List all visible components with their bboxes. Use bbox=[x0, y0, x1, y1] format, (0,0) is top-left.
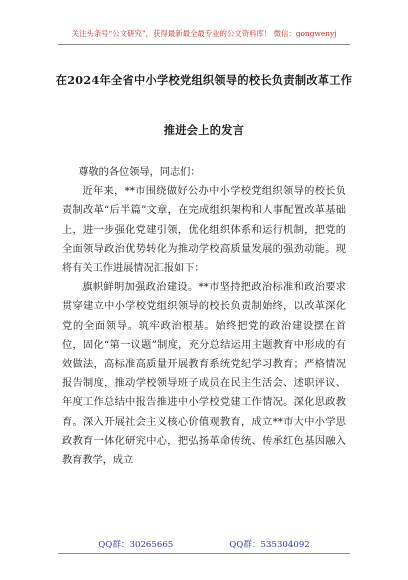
header-divider bbox=[58, 44, 350, 45]
document-title-line-2: 推进会上的发言 bbox=[163, 123, 245, 137]
document-body bbox=[62, 163, 346, 470]
salutation: 尊敬的各位领导，同志们： bbox=[78, 167, 201, 178]
footer-qq-group-1: QQ群：30265665 bbox=[98, 540, 174, 550]
body-paragraph-2: 旗帜鲜明加强政治建设。**市坚持把政治标准和政治要求贯穿建立中小学校党组织领导的校长负责制始终，以改革深化党的全面领导。筑牢政治根基。始终把党的政治建设摆在首位，固化“第一议题”制度，充分总结运用主题教育中形成的有效做法，高标准高质量开展教育系统党纪学习教育；严格情况报告制度，推动学校领导班子成员在民主生活会、述职评议、年度工作总结中报告推进中小学校党建工作情况。深化思政教育。深入开展社会主义核心价值观教育，成立**市大中小学思政教育一体化研究中心，把弘扬革命传统、传承红色基因融入教育教学，成立 bbox=[62, 282, 346, 467]
body-paragraph-1: 近年来，**市围绕做好公办中小学校党组织领导的校长负责制改革“后半篇”文章，在完成组织架构和人事配置改革基础上，进一步强化党建引领，优化组织体系和运行机制，把党的全面领导政治优势转化为推动学校高质量发展的强劲动能。现将有关工作进展情况汇报如下： bbox=[62, 186, 346, 275]
document-title-line-1: 在2024年全省中小学校党组织领导的校长负责制改革工作 bbox=[55, 73, 353, 87]
footer-qq-groups bbox=[0, 538, 408, 550]
footer-qq-group-2: QQ群：535304092 bbox=[229, 540, 310, 550]
header-promo-note: 关注头条号“公文研究”，获得最新最全最专业的公文资料库！ 微信：gongwenyj bbox=[71, 29, 337, 38]
footer-divider bbox=[58, 553, 350, 554]
